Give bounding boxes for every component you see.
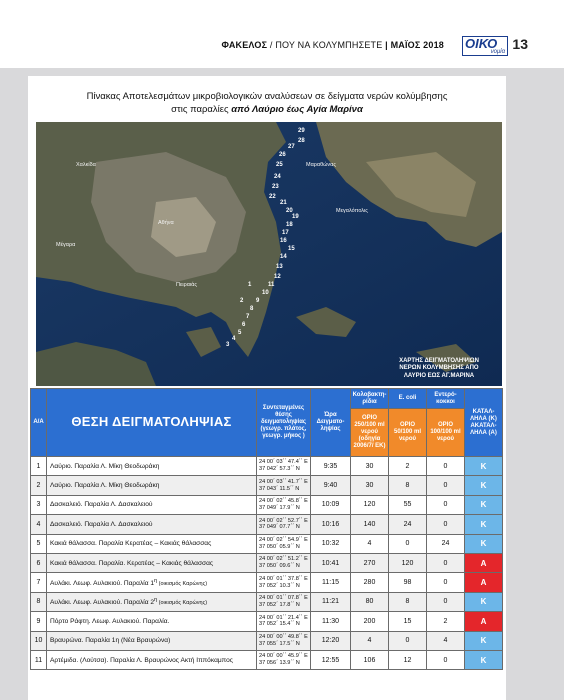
- header-ecoli: E. coli: [389, 389, 427, 409]
- table-row: [31, 534, 503, 553]
- row-latitude: 37 056΄ 13.9΄΄ Ν: [259, 660, 300, 667]
- logo-sub: νομία: [490, 49, 505, 55]
- row-number: 4: [31, 515, 47, 534]
- row-ecoli: 12: [389, 650, 427, 669]
- row-number: 3: [31, 495, 47, 514]
- table-row: [31, 650, 503, 669]
- header-divider: |: [385, 40, 388, 50]
- map-marker-label: 13: [276, 264, 283, 270]
- row-ecoli: 8: [389, 476, 427, 495]
- map-marker-label: 28: [298, 138, 305, 144]
- map-marker-label: 10: [262, 290, 269, 296]
- row-latitude: 37 052΄ 10.3΄΄ Ν: [259, 582, 300, 589]
- row-location: [47, 515, 257, 534]
- row-location-text: Αρτέμιδα. (Λούτσα). Παραλία Λ. Βραυρώνος Ακτή Ιππόκαμπος: [50, 656, 233, 664]
- row-time: 12:55: [311, 650, 351, 669]
- row-latitude: 37 043΄ 11.5΄΄ Ν: [259, 485, 300, 492]
- header-status: ΚΑΤΑΛ-ΛΗΛΑ (Κ) ΑΚΑΤΑΛ-ΛΗΛΑ (Α): [465, 389, 503, 457]
- row-longitude: 24 00΄ 03΄΄ 41.7΄΄ Ε: [259, 478, 308, 485]
- row-status-badge: Κ: [465, 534, 503, 553]
- row-enterococci: 4: [427, 631, 465, 650]
- row-longitude: 24 00΄ 03΄΄ 47.4΄΄ Ε: [259, 459, 308, 466]
- row-number: 5: [31, 534, 47, 553]
- map-place-label: Μαραθώνας: [306, 162, 337, 168]
- row-location-text: Βραυρώνα. Παραλία 1η (Νέα Βραυρώνα): [50, 637, 171, 645]
- row-longitude: 24 00΄ 01΄΄ 21.4΄΄ Ε: [259, 614, 308, 621]
- row-location-text: Λαύριο. Παραλία Λ. Μίκη Θεοδωράκη: [50, 462, 160, 470]
- row-location: [47, 457, 257, 476]
- table-row: [31, 495, 503, 514]
- row-coordinates: [257, 476, 311, 495]
- row-coliforms: 140: [351, 515, 389, 534]
- row-coliforms: 30: [351, 476, 389, 495]
- row-location-superscript: η: [154, 577, 158, 584]
- row-ecoli: 55: [389, 495, 427, 514]
- row-coordinates: [257, 457, 311, 476]
- row-latitude: 37 052΄ 17.8΄΄ Ν: [259, 601, 300, 608]
- header-enterococci: Εντερό-κοκκοι: [427, 389, 465, 409]
- row-enterococci: 0: [427, 650, 465, 669]
- row-enterococci: 0: [427, 476, 465, 495]
- map-marker-label: 19: [292, 214, 299, 220]
- row-time: 11:21: [311, 592, 351, 611]
- table-row: [31, 553, 503, 572]
- table-row: [31, 515, 503, 534]
- caption: [28, 90, 506, 116]
- row-location-note: (οικισμός Καρώνης): [157, 600, 208, 607]
- header-coliforms-limit: ΟΡΙΟ 250/100 ml νερού (οδηγία 2006/7/ ΕΚ): [351, 409, 389, 457]
- map-marker-label: 11: [268, 282, 275, 288]
- row-location-text: Πόρτο Ράφτη. Λεωφ. Αυλακιού. Παραλία.: [50, 617, 170, 625]
- map-marker-label: 15: [288, 246, 295, 252]
- row-number: 2: [31, 476, 47, 495]
- header-coords: Συντεταγμένες θέσης δειγματοληψίας (γεωγρ. πλάτος, γεωγρ. μήκος ): [257, 389, 311, 457]
- row-coliforms: 106: [351, 650, 389, 669]
- row-latitude: 37 049΄ 07.7΄΄ Ν: [259, 524, 300, 531]
- row-enterococci: 2: [427, 612, 465, 631]
- row-location: [47, 650, 257, 669]
- map-legend-line: ΧΑΡΤΗΣ ΔΕΙΓΜΑΤΟΛΗΨΙΩΝ: [399, 357, 479, 364]
- table-row: [31, 457, 503, 476]
- map-legend: [384, 358, 494, 381]
- row-time: 12:20: [311, 631, 351, 650]
- row-location-text: Αυλάκι. Λεωφ. Αυλακιού. Παραλία 2: [50, 599, 155, 607]
- row-coliforms: 200: [351, 612, 389, 631]
- row-coordinates: [257, 612, 311, 631]
- row-ecoli: 0: [389, 631, 427, 650]
- map-marker-label: 4: [232, 336, 236, 342]
- logo-main: ΟΙΚΟ: [465, 36, 498, 51]
- header-section: ΦΑΚΕΛΟΣ: [221, 40, 268, 50]
- results-table: [30, 388, 502, 670]
- map-marker-label: 29: [298, 128, 305, 134]
- row-status-badge: Κ: [465, 476, 503, 495]
- row-location-text: Αυλάκι. Λεωφ. Αυλακιού. Παραλία 1: [50, 580, 155, 588]
- map-marker-label: 7: [246, 314, 250, 320]
- row-ecoli: 24: [389, 515, 427, 534]
- row-coordinates: [257, 534, 311, 553]
- row-coliforms: 270: [351, 553, 389, 572]
- row-location-note: (οικισμός Καρώνης): [157, 581, 208, 588]
- row-enterococci: 0: [427, 553, 465, 572]
- caption-line2-prefix: στις παραλίες: [171, 104, 232, 115]
- header-aa: Α/Α: [31, 389, 47, 457]
- table-row: [31, 612, 503, 631]
- map-graphic: [36, 122, 502, 386]
- row-status-badge: Α: [465, 553, 503, 572]
- row-longitude: 24 00΄ 00΄΄ 49.8΄΄ Ε: [259, 633, 308, 640]
- row-number: 9: [31, 612, 47, 631]
- map-marker-label: 16: [280, 238, 287, 244]
- row-ecoli: 15: [389, 612, 427, 631]
- map-marker-label: 26: [279, 152, 286, 158]
- row-time: 11:30: [311, 612, 351, 631]
- row-time: 11:15: [311, 573, 351, 592]
- row-location: [47, 631, 257, 650]
- row-number: 1: [31, 457, 47, 476]
- table-body: [31, 457, 503, 670]
- header-topic: ΠΟΥ ΝΑ ΚΟΛΥΜΠΗΣΕΤΕ: [275, 40, 383, 50]
- map-marker-label: 14: [280, 254, 287, 260]
- row-coliforms: 120: [351, 495, 389, 514]
- row-longitude: 24 00΄ 01΄΄ 07.8΄΄ Ε: [259, 595, 308, 602]
- map-marker-label: 6: [242, 322, 246, 328]
- header-issue: ΜΑΪΟΣ 2018: [390, 40, 444, 50]
- magazine-logo: [462, 36, 508, 56]
- map-place-label: Χαλκίδα: [76, 162, 96, 168]
- header-location: ΘΕΣΗ ΔΕΙΓΜΑΤΟΛΗΨΙΑΣ: [47, 389, 257, 457]
- map-place-label: Αθήνα: [158, 220, 174, 226]
- row-ecoli: 2: [389, 457, 427, 476]
- map-marker-label: 12: [274, 274, 281, 280]
- row-latitude: 37 042΄ 57.3΄΄ Ν: [259, 466, 300, 473]
- row-coordinates: [257, 650, 311, 669]
- header-separator: /: [269, 40, 273, 50]
- row-coordinates: [257, 515, 311, 534]
- map-marker-label: 27: [288, 144, 295, 150]
- map-marker-label: 18: [286, 222, 293, 228]
- row-status-badge: Κ: [465, 592, 503, 611]
- map-legend-line: ΛΑΥΡΙΟ ΕΩΣ ΑΓ.ΜΑΡΙΝΑ: [403, 372, 475, 379]
- row-longitude: 24 00΄ 02΄΄ 52.7΄΄ Ε: [259, 517, 308, 524]
- row-number: 8: [31, 592, 47, 611]
- map-marker-label: 8: [250, 306, 254, 312]
- row-location-text: Κακιά θάλασσα. Παραλία. Κερατέας – Κακιάς θάλασσας: [50, 559, 214, 567]
- row-enterococci: 0: [427, 457, 465, 476]
- header-enterococci-limit: ΟΡΙΟ 100/100 ml νερού: [427, 409, 465, 457]
- header-time: Ώρα Δειγματο-ληψίας: [311, 389, 351, 457]
- row-enterococci: 0: [427, 515, 465, 534]
- row-location: [47, 534, 257, 553]
- row-location-text: Λαύριο. Παραλία Λ. Μίκη Θεοδωράκη: [50, 482, 160, 490]
- map-marker-label: 17: [282, 230, 289, 236]
- table-row: [31, 573, 503, 592]
- row-ecoli: 98: [389, 573, 427, 592]
- row-enterococci: 0: [427, 592, 465, 611]
- caption-line1: Πίνακας Αποτελεσμάτων μικροβιολογικών αναλύσεων σε δείγματα νερών κολύμβησης: [86, 91, 448, 102]
- row-location-text: Δασκαλειό. Παραλία Λ. Δασκαλειού: [50, 520, 153, 528]
- header-title: [221, 40, 444, 50]
- map-marker-label: 25: [276, 162, 283, 168]
- row-status-badge: Κ: [465, 457, 503, 476]
- map-marker-label: 24: [274, 174, 281, 180]
- map-marker-label: 23: [272, 184, 279, 190]
- row-number: 11: [31, 650, 47, 669]
- caption-line2-bold: από Λαύριο έως Αγία Μαρίνα: [231, 104, 363, 115]
- row-latitude: 37 049΄ 17.9΄΄ Ν: [259, 504, 300, 511]
- row-location: [47, 612, 257, 631]
- row-longitude: 24 00΄ 01΄΄ 37.8΄΄ Ε: [259, 575, 308, 582]
- row-time: 10:32: [311, 534, 351, 553]
- row-time: 9:35: [311, 457, 351, 476]
- table-row: [31, 592, 503, 611]
- row-status-badge: Α: [465, 612, 503, 631]
- row-location-text: Δασκαλειό. Παραλία Λ. Δασκαλειού: [50, 501, 153, 509]
- map-marker-label: 1: [248, 282, 252, 288]
- map-legend-line: ΝΕΡΩΝ ΚΟΛΥΜΒΗΣΗΣ ΑΠΟ: [399, 365, 479, 371]
- caption-line2: [28, 103, 506, 116]
- row-coordinates: [257, 592, 311, 611]
- row-location-text: Κακιά θάλασσα. Παραλία Κερατέας – Κακιάς θάλασσας: [50, 540, 212, 548]
- row-longitude: 24 00΄ 02΄΄ 45.8΄΄ Ε: [259, 498, 308, 505]
- row-ecoli: 0: [389, 534, 427, 553]
- row-longitude: 24 00΄ 02΄΄ 51.2΄΄ Ε: [259, 556, 308, 563]
- table-row: [31, 476, 503, 495]
- row-time: 9:40: [311, 476, 351, 495]
- row-coliforms: 280: [351, 573, 389, 592]
- row-longitude: 24 00΄ 02΄΄ 54.9΄΄ Ε: [259, 536, 308, 543]
- row-enterococci: 0: [427, 573, 465, 592]
- row-enterococci: 24: [427, 534, 465, 553]
- map-marker-label: 5: [238, 330, 242, 336]
- map-place-label: Πειραιάς: [176, 282, 198, 288]
- row-time: 10:41: [311, 553, 351, 572]
- row-number: 10: [31, 631, 47, 650]
- row-latitude: 37 050΄ 05.9΄΄ Ν: [259, 543, 300, 550]
- row-coordinates: [257, 495, 311, 514]
- row-ecoli: 8: [389, 592, 427, 611]
- row-status-badge: Κ: [465, 631, 503, 650]
- map-marker-label: 9: [256, 298, 260, 304]
- row-ecoli: 120: [389, 553, 427, 572]
- row-location-superscript: η: [154, 597, 158, 604]
- row-enterococci: 0: [427, 495, 465, 514]
- row-coordinates: [257, 553, 311, 572]
- header-ecoli-limit: ΟΡΙΟ 50/100 ml νερού: [389, 409, 427, 457]
- row-latitude: 37 055΄ 17.5΄΄ Ν: [259, 640, 300, 647]
- page-number: 13: [512, 36, 528, 52]
- map-marker-label: 20: [286, 208, 293, 214]
- page-header: [0, 36, 564, 56]
- row-status-badge: Κ: [465, 495, 503, 514]
- row-status-badge: Κ: [465, 650, 503, 669]
- row-coordinates: [257, 573, 311, 592]
- map-marker-label: 2: [240, 298, 244, 304]
- row-coordinates: [257, 631, 311, 650]
- row-latitude: 37 050΄ 09.6΄΄ Ν: [259, 563, 300, 570]
- row-longitude: 24 00΄ 00΄΄ 45.9΄΄ Ε: [259, 653, 308, 660]
- row-time: 10:16: [311, 515, 351, 534]
- row-number: 7: [31, 573, 47, 592]
- row-number: 6: [31, 553, 47, 572]
- row-location: [47, 553, 257, 572]
- map-marker-label: 21: [280, 200, 287, 206]
- map-marker-label: 22: [269, 194, 276, 200]
- row-location: [47, 592, 257, 611]
- row-location: [47, 495, 257, 514]
- row-location: [47, 476, 257, 495]
- row-status-badge: Α: [465, 573, 503, 592]
- map-marker-label: 3: [226, 342, 230, 348]
- row-time: 10:09: [311, 495, 351, 514]
- header-coliforms: Κολοβακτη-ρίδια: [351, 389, 389, 409]
- sampling-map: [36, 122, 502, 386]
- row-location: [47, 573, 257, 592]
- row-coliforms: 80: [351, 592, 389, 611]
- table-row: [31, 631, 503, 650]
- row-status-badge: Κ: [465, 515, 503, 534]
- map-place-label: Μέγαρα: [56, 242, 76, 248]
- row-coliforms: 4: [351, 631, 389, 650]
- row-latitude: 37 052΄ 15.4΄΄ Ν: [259, 621, 300, 628]
- row-coliforms: 30: [351, 457, 389, 476]
- row-coliforms: 4: [351, 534, 389, 553]
- map-place-label: Μεγαλόπολις: [336, 208, 368, 214]
